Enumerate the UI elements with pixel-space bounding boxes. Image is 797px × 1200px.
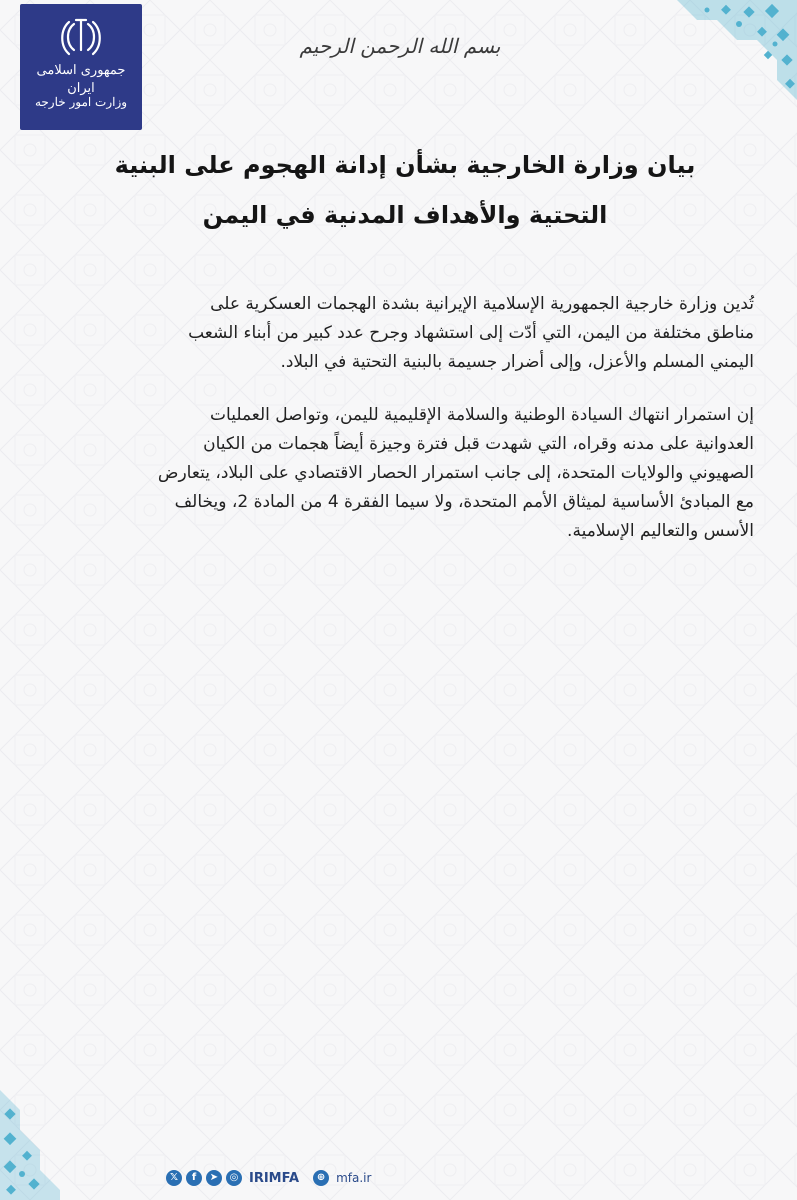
- iran-emblem-icon: [60, 16, 102, 58]
- paragraph-1: [36, 290, 754, 377]
- footer-social-bar: [166, 1167, 371, 1189]
- decorative-tile-top-right: [647, 0, 797, 100]
- paragraph-2-line: العدوانية على مدنه وقراه، التي شهدت قبل فترة وجيزة أيضاً هجمات من الكيان: [203, 434, 754, 454]
- statement-heading: [60, 140, 750, 240]
- decorative-tile-bottom-left: [0, 1090, 60, 1200]
- heading-line-1: بيان وزارة الخارجية بشأن إدانة الهجوم على البنية: [114, 151, 696, 179]
- paragraph-2-line: إن استمرار انتهاك السيادة الوطنية والسلامة الإقليمية لليمن، وتواصل العمليات: [210, 405, 754, 425]
- globe-icon: ⊕: [313, 1170, 329, 1186]
- paragraph-2-line: مع المبادئ الأساسية لميثاق الأمم المتحدة، ولا سيما الفقرة 4 من المادة 2، ويخالف: [174, 492, 754, 512]
- emblem-ministry-name: وزارت امور خارجه: [34, 95, 128, 109]
- x-icon[interactable]: 𝕏: [166, 1170, 182, 1186]
- paragraph-2: [36, 401, 754, 546]
- heading-line-2: التحتية والأهداف المدنية في اليمن: [202, 201, 608, 229]
- website-link[interactable]: mfa.ir: [336, 1171, 372, 1185]
- paragraph-2-line: الصهيوني والولايات المتحدة، إلى جانب استمرار الحصار الاقتصادي على البلاد، يتعارض: [157, 463, 754, 483]
- telegram-icon[interactable]: ➤: [206, 1170, 222, 1186]
- social-handle[interactable]: IRIMFA: [249, 1170, 300, 1186]
- paragraph-1-line: مناطق مختلفة من اليمن، التي أدّت إلى استشهاد وجرح عدد كبير من أبناء الشعب: [188, 323, 754, 343]
- basmala: بسم الله الرحمن الرحیم: [299, 34, 501, 58]
- instagram-icon[interactable]: ◎: [226, 1170, 242, 1186]
- facebook-icon[interactable]: f: [186, 1170, 202, 1186]
- paragraph-2-line: الأسس والتعاليم الإسلامية.: [567, 521, 754, 541]
- paragraph-1-line: تُدين وزارة خارجية الجمهورية الإسلامية الإيرانية بشدة الهجمات العسكرية على: [210, 294, 754, 314]
- ministry-emblem: [20, 4, 142, 130]
- paragraph-1-line: اليمني المسلم والأعزل، وإلى أضرار جسيمة بالبنية التحتية في البلاد.: [280, 352, 754, 372]
- statement-body: [36, 290, 754, 570]
- emblem-country-name: جمهوری اسلامی ایران: [36, 63, 126, 96]
